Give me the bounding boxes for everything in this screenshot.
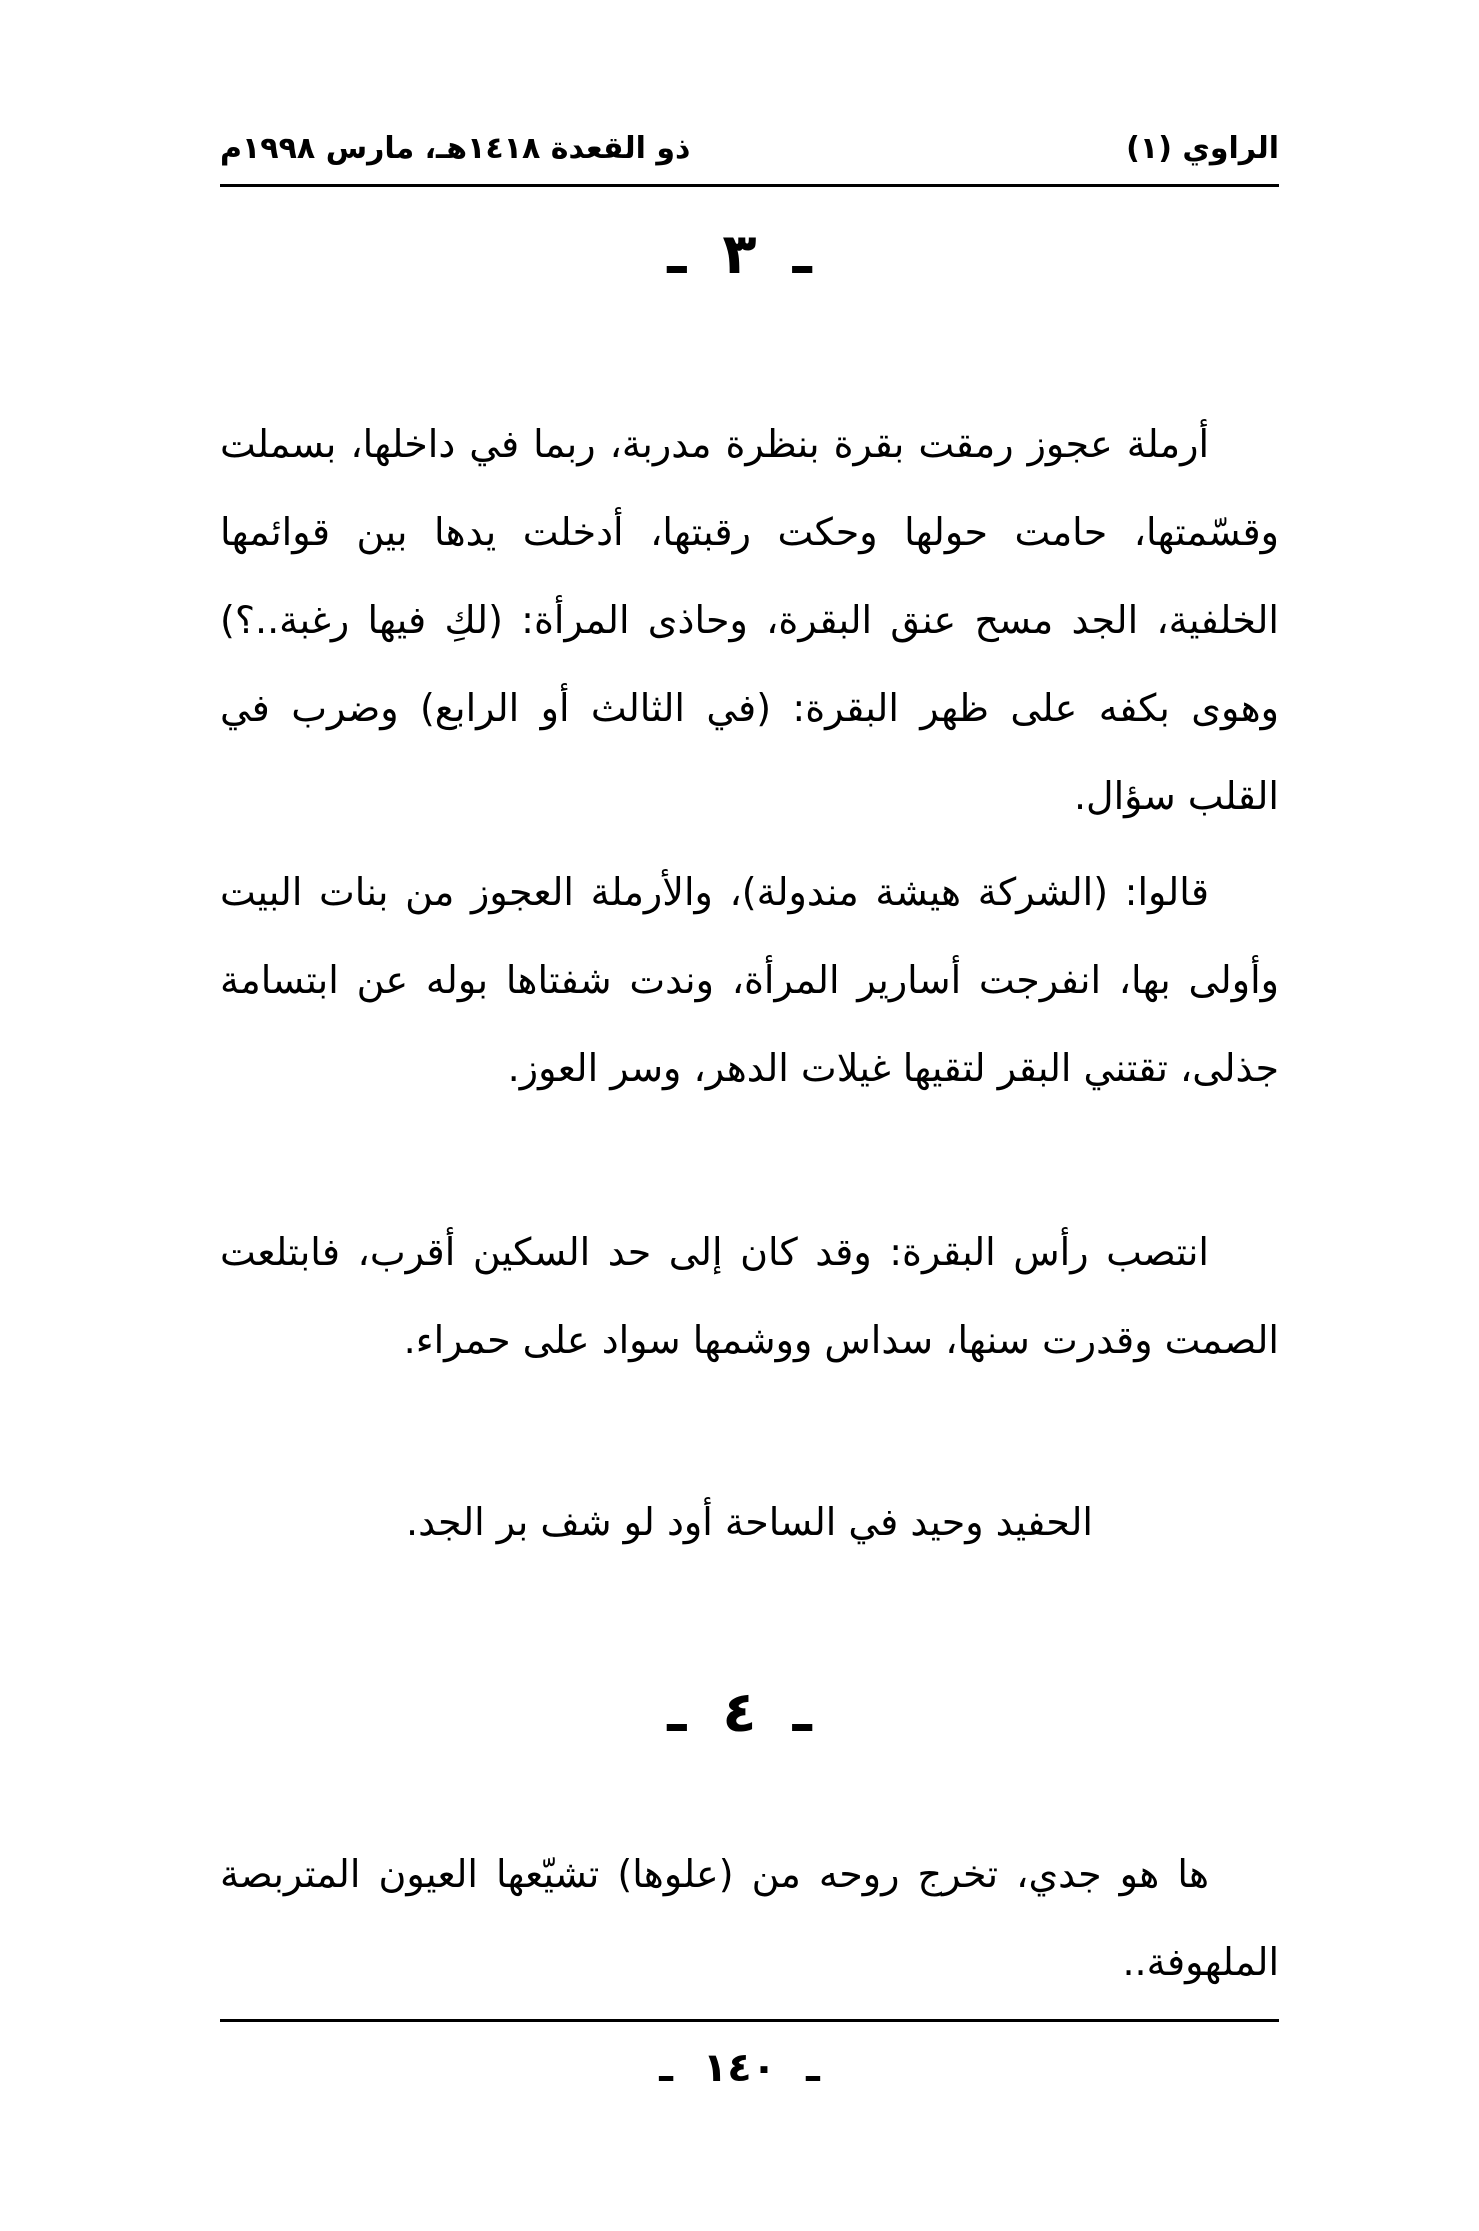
section-number: ٣ [722, 222, 757, 287]
section-number: ٤ [722, 1680, 757, 1745]
page-number: ١٤٠ [702, 2045, 777, 2091]
paragraph: أرملة عجوز رمقت بقرة بنظرة مدربة، ربما في داخلها، بسملت وقسّمتها، حامت حولها وحكت رقبتها، أدخلت يدها بين قوائمها الخلفية، الجد مسح عنق البقرة، وحاذى المرأة: (لكِ فيها رغبة..؟) وهوى بكفه على ظهر البقرة: (في الثالث أو الرابع) وضرب في القلب سؤال. [220, 422, 1279, 818]
paragraph: الحفيد وحيد في الساحة أود لو شف بر الجد. [406, 1500, 1093, 1544]
footer-dash: ـ [659, 2045, 673, 2091]
section-number-3 [0, 222, 1479, 287]
header-journal-title: الراوي (١) [1126, 130, 1279, 166]
footer-rule [220, 2019, 1279, 2022]
footer-dash: ـ [806, 2045, 820, 2091]
running-header [220, 118, 1279, 178]
paragraph: قالوا: (الشركة هيشة مندولة)، والأرملة العجوز من بنات البيت وأولى بها، انفرجت أسارير المرأة، وندت شفتاها بوله عن ابتسامة جذلى، تقتني البقر لتقيها غيلات الدهر، وسر العوز. [220, 870, 1279, 1090]
header-rule [220, 184, 1279, 187]
section-number-4 [0, 1680, 1479, 1745]
section-dash: ـ [667, 1680, 687, 1745]
page-number-footer [0, 2045, 1479, 2091]
paragraph: انتصب رأس البقرة: وقد كان إلى حد السكين أقرب، فابتلعت الصمت وقدرت سنها، سداس ووشمها سواد على حمراء. [220, 1230, 1279, 1362]
section-dash: ـ [792, 1680, 812, 1745]
section-dash: ـ [667, 222, 687, 287]
paragraph: ها هو جدي، تخرج روحه من (علوها) تشيّعها العيون المتربصة الملهوفة.. [220, 1852, 1279, 1984]
header-issue-date: ذو القعدة ١٤١٨هـ، مارس ١٩٩٨م [220, 130, 691, 166]
section-dash: ـ [792, 222, 812, 287]
